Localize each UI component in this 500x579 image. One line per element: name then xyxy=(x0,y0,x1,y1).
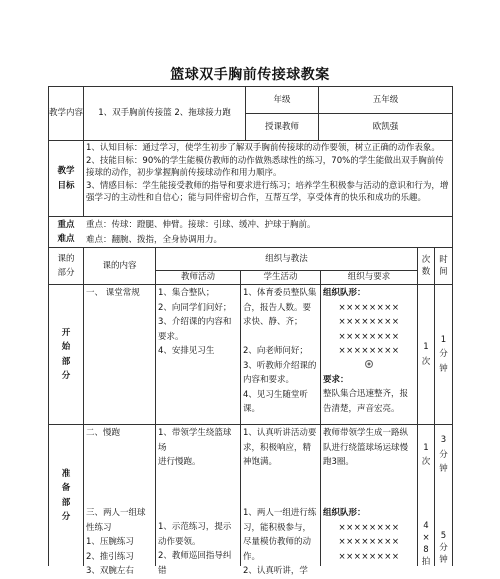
org-requirements-text: 整队集合迅速整齐，报告清楚，声音宏亮。 xyxy=(323,389,409,414)
content-label: 教学内容 xyxy=(49,108,84,119)
student-activity: 1、两人一组进行练习，能积极参与，尽量模仿教师的动作。 2、认真听讲，学 xyxy=(243,508,317,576)
col-part: 课的 部分 xyxy=(57,253,75,278)
col-content: 课的内容 xyxy=(102,260,137,271)
key-points-label: 重点 难点 xyxy=(57,219,75,244)
col-student-activity: 学生活动 xyxy=(263,272,298,283)
col-teacher-activity: 教师活动 xyxy=(180,272,215,283)
duration-value: 3 分 钟 xyxy=(439,435,448,475)
section-part-label: 开 始 部 分 xyxy=(61,327,71,381)
org-block xyxy=(321,505,417,566)
org-row: ×××××××× xyxy=(338,346,400,356)
org-requirements-text: 教师带领学生成一路纵队进行绕篮球场运球慢跑3圈。 xyxy=(323,428,409,467)
teacher-position-marker xyxy=(323,359,415,373)
section-content: 二、慢跑 xyxy=(86,428,121,438)
teacher-activity: 1、带领学生绕篮球场 进行慢跑。 xyxy=(158,428,232,467)
teacher-circle-icon xyxy=(365,360,373,368)
col-org: 组织与教法 xyxy=(265,253,308,264)
goals-label: 教学 目标 xyxy=(57,166,75,191)
col-duration: 时 间 xyxy=(439,255,448,277)
duration-value: 5 分 钟 xyxy=(439,531,448,565)
section-content: 一、 课堂常规 xyxy=(86,288,140,298)
col-org-requirements: 组织与要求 xyxy=(347,272,391,283)
times-value: 4 × 8 拍 xyxy=(421,521,431,567)
goals-text: 1、认知目标：通过学习，使学生初步了解双手胸前传接球的动作要领，树立正确的动作表象。 2、技能目标：90%的学生能模仿教师的动作做熟悉球性的练习，70%的学生能做出双手胸前传接球的动作，初步掌握胸前传接球动作和用力顺序。 3、情感目标：学生能接受教师的指导和要求进行练习；培养学生积极参与活动的意识和行为，增强学习的主动性和自信心；能与同伴密切合作，互帮互学，享受体育的快乐和成功的乐趣。 xyxy=(86,143,449,203)
key-points-text: 重点：传球：蹬腿、伸臂。接球：引球、缓冲、护球于胸前。 难点：翻腕、拨指，全身协调用力。 xyxy=(86,220,316,245)
duration-value: 1 分 钟 xyxy=(439,334,448,374)
document-title: 篮球双手胸前传接球教案 xyxy=(170,67,330,83)
col-times: 次 数 xyxy=(421,255,431,277)
times-value: 1 次 xyxy=(421,342,431,367)
times-value: 1 次 xyxy=(421,442,431,467)
org-row: ×××××××× xyxy=(338,331,400,342)
org-formation-title: 组织队形： xyxy=(323,508,366,518)
student-activity: 1、体育委员整队集合，报告人数。要求快、静、齐； 2、向老师问好； 3、听教师介绍课的内容和要求。 4、见习生随堂听课。 xyxy=(243,288,317,414)
student-activity: 1、认真听讲活动要求，积极响应，精神饱满。 xyxy=(243,428,317,467)
org-block xyxy=(321,285,417,424)
section-content: 三、两人一组球性练习 1、压腕练习 2、推引练习 3、双腕左右 xyxy=(86,508,146,576)
teacher-activity: 1、示范练习，提示动作要领。 2、教师巡回指导纠错 xyxy=(158,522,232,576)
org-formation-title: 组织队形： xyxy=(323,288,366,298)
section-part-label: 准 备 部 分 xyxy=(61,468,71,522)
org-requirements-title: 要求： xyxy=(323,374,349,385)
org-row: ×××××××× xyxy=(338,317,400,327)
org-row: ×××××××× xyxy=(338,302,400,313)
teacher-label: 授课教师 xyxy=(264,121,299,132)
grade-label: 年级 xyxy=(273,94,291,105)
grade-value: 五年级 xyxy=(372,94,399,105)
org-row: ×××××××× xyxy=(338,537,400,547)
org-row: ×××××××× xyxy=(338,551,400,562)
content-value: 1、双手胸前传接篮 2、拖球接力跑 xyxy=(98,108,231,119)
org-row: ×××××××× xyxy=(338,522,400,533)
table-rule xyxy=(452,86,453,566)
teacher-value: 欧凯强 xyxy=(372,121,399,132)
teacher-activity: 1、集合整队； 2、向同学们问好； 3、介绍课的内容和要求。 4、安排见习生 xyxy=(158,288,232,356)
